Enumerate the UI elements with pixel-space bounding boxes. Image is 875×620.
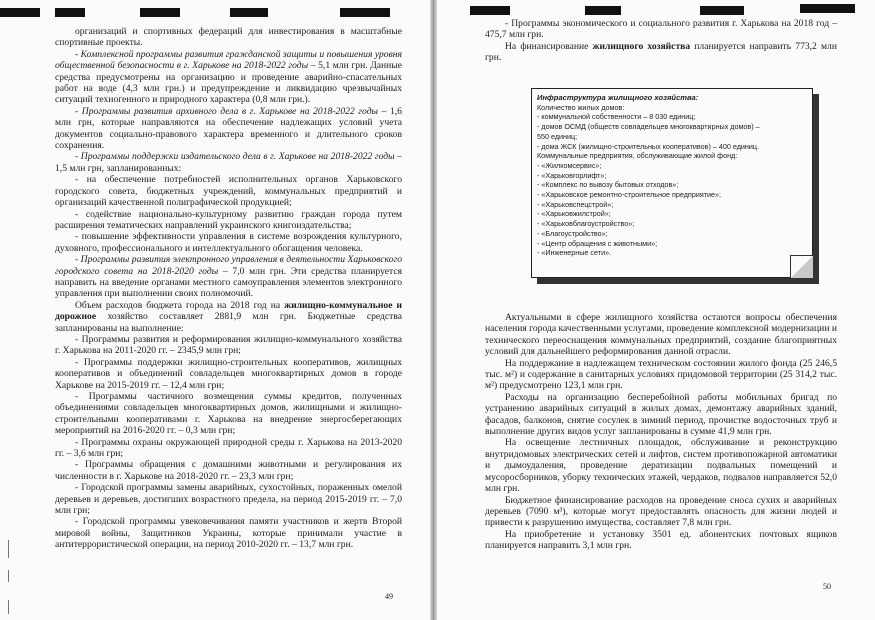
paragraph: - Программы развития и реформирования жилищно-коммунального хозяйства г. Харькова на 2011-2020 гг. – 2345,9 млн грн; bbox=[55, 333, 402, 357]
infobox-line: - «Благоустройство»; bbox=[537, 228, 608, 238]
redaction-bar bbox=[700, 6, 744, 15]
paragraph: - содействие национально-культурному развитию граждан города путем расширения тематических направлений украинского книгоиздательства; bbox=[55, 208, 402, 231]
infobox-line: 550 единиц; bbox=[537, 131, 578, 141]
redaction-bar bbox=[55, 8, 85, 17]
redaction-bar bbox=[230, 8, 268, 17]
housing-infrastructure-box bbox=[531, 88, 813, 278]
bold-term: жилищного хозяйства bbox=[592, 40, 691, 52]
redaction-bar bbox=[585, 6, 621, 15]
paragraph: - Городской программы замены аварийных, сухостойных, пораженных омелой деревьев и деревьев, достигших возрастного предела, на период 2015-2019 гг. – 7,0 млн грн; bbox=[55, 482, 402, 517]
program-title: - Программы развития архивного дела в г. Харькове на 2018-2022 годы bbox=[75, 105, 379, 117]
margin-mark bbox=[8, 570, 9, 582]
page-fold-corner bbox=[790, 255, 813, 278]
redaction-bar bbox=[800, 4, 855, 13]
redaction-bar bbox=[340, 8, 390, 17]
paragraph-text: Объем расходов бюджета города на 2018 год на bbox=[75, 299, 285, 311]
paragraph: организаций и спортивных федераций для инвестирования в масштабные спортивные проекты. bbox=[55, 26, 402, 49]
paragraph: - Программы охраны окружающей природной среды г. Харькова на 2013-2020 гг. – 3,6 млн грн; bbox=[55, 436, 402, 460]
right-page-bottom-text bbox=[485, 312, 837, 552]
program-amount-text: – 1,5 млн грн, запланированных: bbox=[55, 151, 402, 174]
paragraph: - повышение эффективности управления в системе возрождения культурного, духовного, профессионального и интеллектуального обогащения человека. bbox=[55, 231, 402, 254]
infobox-title: Инфраструктура жилищного хозяйства: bbox=[537, 93, 699, 102]
infobox-line: - «Жилкомсервис»; bbox=[537, 160, 602, 170]
infobox-line: - домов ОСМД (обществ совладельцев многоквартирных домов) – bbox=[537, 122, 760, 132]
infobox-line: - «Комплекс по вывозу бытовых отходов»; bbox=[537, 180, 679, 190]
paragraph bbox=[55, 151, 402, 174]
program-amount-text: – 7,0 млн грн. Эти средства планируется направить на введение органами местного самоуправления элементов электронного управления при выполнении своих полномочий. bbox=[55, 265, 403, 300]
paragraph: - на обеспечение потребностей исполнительных органов Харьковского городского совета, бюджетных учреждений, коммунальных предприятий и организаций качественной полиграфической продукцией; bbox=[55, 174, 402, 209]
infobox-line: - «Харьковспецстрой»; bbox=[537, 199, 614, 209]
right-page bbox=[437, 0, 875, 620]
paragraph bbox=[55, 254, 402, 300]
paragraph: - Программы экономического и социального развития г. Харькова на 2018 год – 475,7 млн грн. bbox=[485, 18, 837, 41]
margin-mark bbox=[8, 600, 9, 614]
paragraph bbox=[55, 49, 402, 106]
right-page-top-text bbox=[485, 18, 837, 64]
infobox-line: - «Центр обращения с животными»; bbox=[537, 238, 658, 248]
infobox-line: - дома ЖСК (жилищно-строительных кооперативов) – 400 единиц. bbox=[537, 141, 760, 151]
infobox-line: - «Харьковблагоустройство»; bbox=[537, 219, 635, 229]
paragraph: Актуальными в сфере жилищного хозяйства остаются вопросы обеспечения населения города качественными услугами, проведение комплексной модернизации и технического переоснащения коммунальных предприятий, создание благоприятных условий для дальнейшего реформирования данной отрасли. bbox=[485, 312, 837, 358]
paragraph: Расходы на организацию бесперебойной работы мобильных бригад по устранению аварийных ситуаций в жилых домах, демонтажу аварийных зданий, фасадов, балконов, снятие сосулек в зимний период, прочистке водосточных труб и выполнение других видов услуг запланированы в сумме 41,9 млн грн. bbox=[485, 391, 837, 438]
paragraph bbox=[55, 300, 402, 334]
infobox-line: Количество жилых домов: bbox=[537, 102, 625, 112]
paragraph-text: На финансирование bbox=[505, 40, 593, 52]
paragraph: - Программы обращения с домашними животными и регулирования их численности в г. Харькове на 2018-2020 гг. – 23,3 млн грн; bbox=[55, 459, 402, 482]
infobox-line: - коммунальной собственности – 8 030 единиц; bbox=[537, 112, 696, 122]
paragraph bbox=[485, 41, 837, 64]
program-title: - Комплексной программы развития гражданской защиты и повышения уровня общественной безопасности в г. Харькове на 2018-2022 годы bbox=[55, 48, 402, 72]
page-number-right: 50 bbox=[823, 582, 831, 591]
infobox-line: - «Харьковжилстрой»; bbox=[537, 209, 611, 219]
program-amount-text: – 5,1 млн грн. Данные средства предусмотрены на организацию и проведение аварийно-спасательных работ на воде (4,3 млн грн.) и предупреждение и ликвидацию чрезвычайных ситуаций техногенного и природного характера (0,8 млн грн.). bbox=[55, 60, 402, 106]
redaction-bar bbox=[140, 8, 180, 17]
redaction-bar bbox=[470, 6, 510, 15]
infobox-lines bbox=[537, 103, 807, 258]
paragraph: - Городской программы увековечивания памяти участников и жертв Второй мировой войны, Защитников Украины, которые принимали участие в антитеррористической операции, на период 2010-2020 гг. – 13,7 млн грн. bbox=[55, 516, 402, 551]
margin-mark bbox=[8, 540, 9, 558]
paragraph: На поддержание в надлежащем техническом состоянии жилого фонда (25 246,5 тыс. м²) и содержание в санитарных условиях придомовой территории (25 314,2 тыс. м²) предусмотрено 123,1 млн грн. bbox=[485, 357, 837, 392]
paragraph: - Программы поддержки жилищно-строительных кооперативов, жилищных кооперативов и объединений совладельцев многоквартирных домов в городе Харькове на 2015-2019 гг. – 12,4 млн грн; bbox=[55, 356, 402, 391]
bold-term: жилищно-коммунальное и дорожное bbox=[55, 299, 402, 323]
paragraph: - Программы частичного возмещения суммы кредитов, полученных объединениями совладельцев многоквартирных домов, жилищными и жилищно-строительными кооперативами г. Харькова на внедрение энергосберегающих мероприятий на 2016-2020 гг. – 0,3 млн грн; bbox=[55, 391, 402, 437]
infobox-line: Коммунальные предприятия, обслуживающие жилой фонд: bbox=[537, 151, 738, 161]
program-amount-text: – 1,6 млн грн, которые направляются на обеспечение надлежащих условий учета документов социально-правового характера временного и длительного сроков сохранения. bbox=[55, 105, 402, 152]
page-number-left: 49 bbox=[385, 592, 393, 601]
infobox-line: - «Харьковгорлифт»; bbox=[537, 170, 607, 180]
paragraph-text: планируется направить 773,2 млн грн. bbox=[485, 40, 837, 64]
left-page bbox=[0, 0, 430, 620]
paragraph bbox=[55, 106, 402, 152]
infobox-line: - «Харьковское ремонтно-строительное предприятие»; bbox=[537, 190, 722, 200]
book-gutter bbox=[430, 0, 437, 620]
redaction-bar bbox=[0, 8, 40, 17]
paragraph: На освещение лестничных площадок, обслуживание и реконструкцию внутридомовых электрических сетей и лифтов, систем противопожарной автоматики и дымоудаления, проведение дератизации подвальных помещений и мусоросборников, уборку технических этажей, чердаков, подвалов направляется 52,0 млн грн. bbox=[485, 437, 837, 495]
paragraph: Бюджетное финансирование расходов на проведение сноса сухих и аварийных деревьев (7090 м³), которые могут предоставлять опасность для жизни людей и привести к разрушению имущества, составляет 7,8 млн грн. bbox=[485, 494, 837, 529]
left-page-text bbox=[55, 26, 402, 551]
infobox-line: - «Инженерные сети». bbox=[537, 248, 612, 258]
program-title: - Программы поддержки издательского дела в г. Харькове на 2018-2022 годы bbox=[75, 151, 395, 163]
program-title: - Программы развития электронного управления в деятельности Харьковского городского совета на 2018-2020 годы bbox=[55, 254, 402, 277]
paragraph: На приобретение и установку 3501 ед. абонентских почтовых ящиков планируется направить 3,1 млн грн. bbox=[485, 528, 837, 552]
paragraph-text: хозяйство составляет 2881,9 млн грн. Бюджетные средства запланированы на выполнение: bbox=[55, 311, 402, 334]
